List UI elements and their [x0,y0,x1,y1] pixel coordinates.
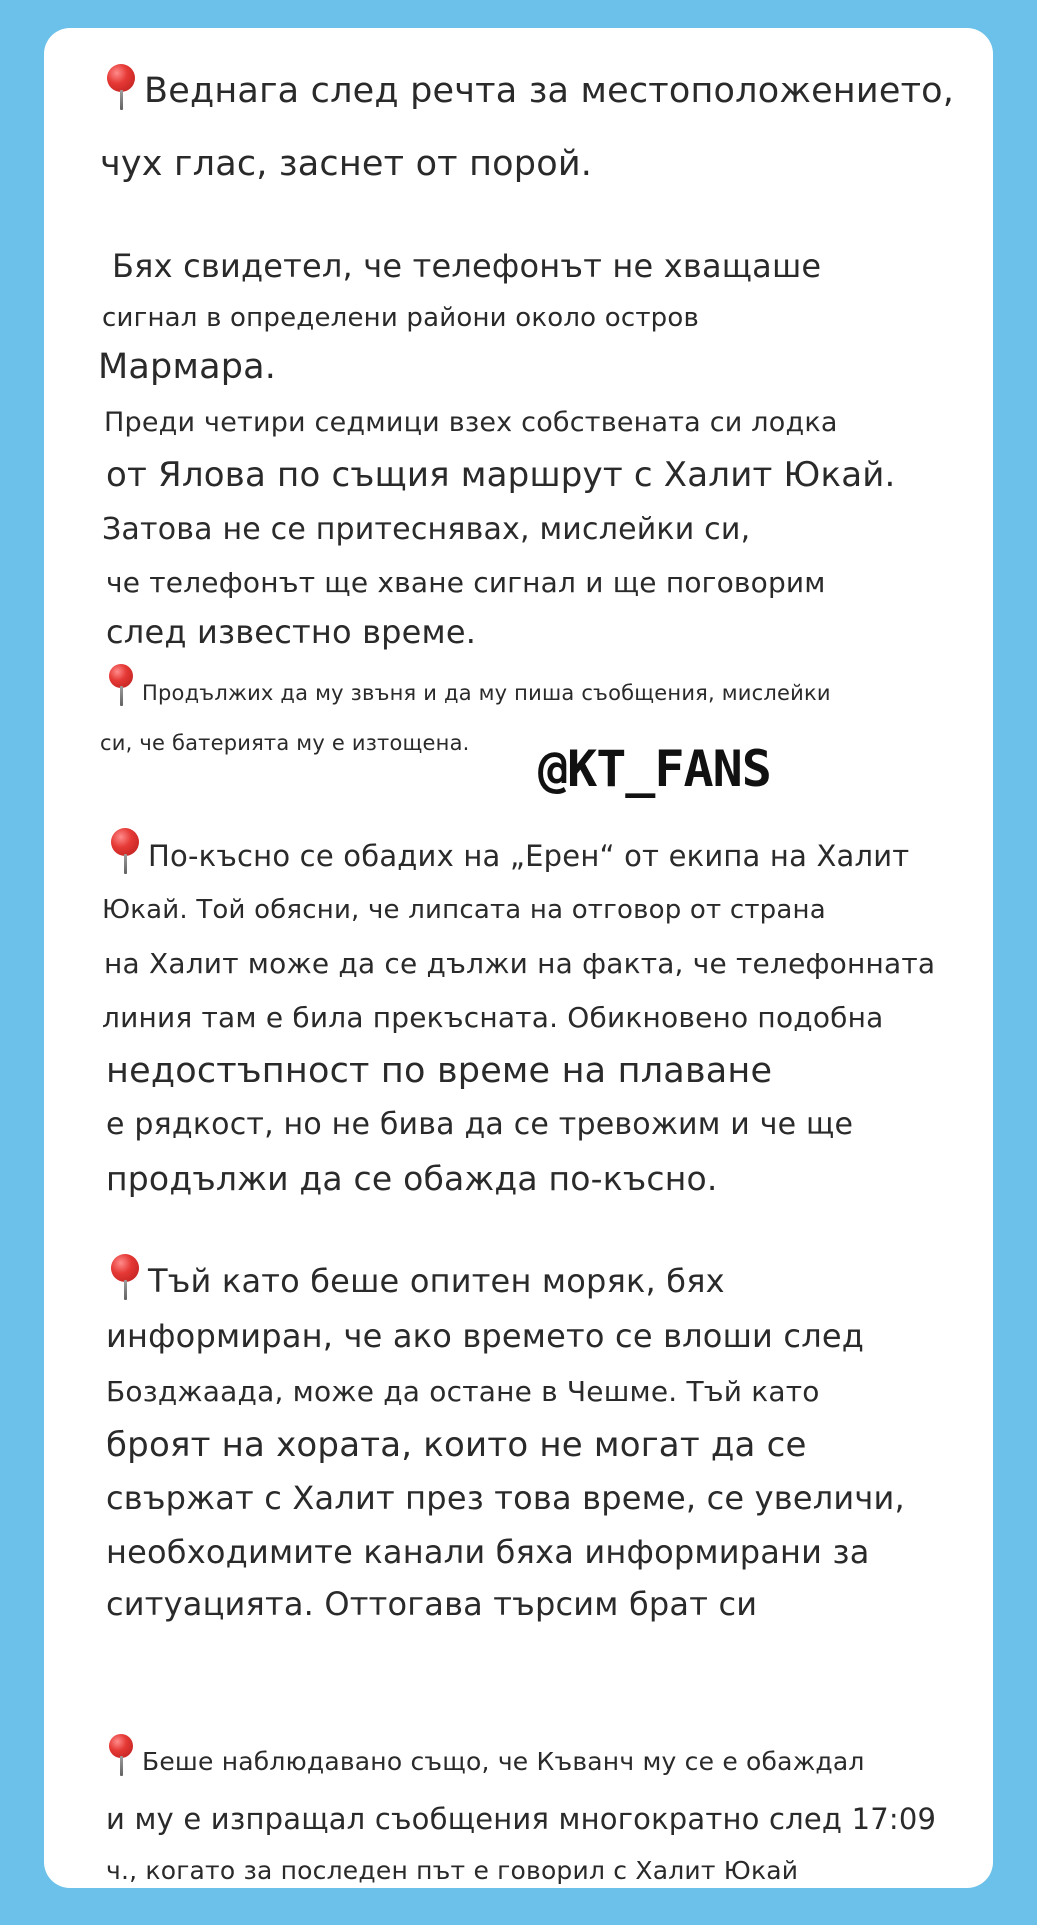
text-line: че телефонът ще хване сигнал и ще поговорим [106,566,826,599]
line-text: Беше наблюдавано също, че Къванч му се е обаждал [142,1747,865,1776]
line-text: Продължих да му звъня и да му пиша съобщения, мислейки [142,681,831,705]
text-line: необходимите канали бяха информирани за [106,1533,870,1571]
round-pushpin-icon [108,1734,134,1776]
text-line: ситуацията. Оттогава търсим брат си [106,1585,758,1623]
text-line: недостъпност по време на плаване [106,1051,773,1091]
line-text: Тъй като беше опитен моряк, бях [148,1262,725,1300]
text-line: Преди четири седмици взех собствената си лодка [104,407,838,438]
round-pushpin-icon [106,64,136,110]
text-line: линия там е била прекъсната. Обикновено подобна [102,1001,884,1034]
text-line: чух глас, заснет от порой. [100,144,593,184]
text-line: и му е изпращал съобщения многократно след 17:09 [106,1802,937,1836]
text-line: Бозджаада, може да остане в Чешме. Тъй като [106,1375,820,1408]
text-line [108,1734,865,1776]
line-text: Веднага след речта за местоположението, [144,71,955,111]
text-line: ч., когато за последен път е говорил с Халит Юкай [106,1856,799,1885]
round-pushpin-icon [108,664,134,706]
round-pushpin-icon [110,1254,140,1300]
text-line: от Ялова по същия маршрут с Халит Юкай. [106,455,896,495]
text-line [106,64,954,110]
text-line: Юкай. Той обясни, че липсата на отговор от страна [102,895,826,925]
text-line: Мармара. [98,347,277,387]
text-line: си, че батерията му е изтощена. [100,731,470,755]
text-line: Бях свидетел, че телефонът не хващаше [112,247,822,285]
text-card [44,28,993,1888]
text-line: продължи да се обажда по-късно. [106,1159,718,1198]
text-line: на Халит може да се дължи на факта, че телефонната [104,947,936,980]
round-pushpin-icon [110,828,140,874]
text-line [108,664,831,706]
text-line: е рядкост, но не бива да се тревожим и че ще [106,1107,854,1142]
text-line [110,828,909,874]
text-line: броят на хората, които не могат да се [106,1425,807,1465]
text-line: след известно време. [106,613,477,651]
text-line [110,1254,725,1300]
text-line: информиран, че ако времето се влоши след [106,1317,865,1355]
watermark: @KT_FANS [538,740,771,798]
text-line: Затова не се притеснявах, мислейки си, [102,512,751,547]
line-text: По-късно се обадих на „Ерен“ от екипа на Халит [148,839,910,873]
text-line: свържат с Халит през това време, се увеличи, [106,1479,905,1517]
text-line: сигнал в определени райони около остров [102,303,700,333]
